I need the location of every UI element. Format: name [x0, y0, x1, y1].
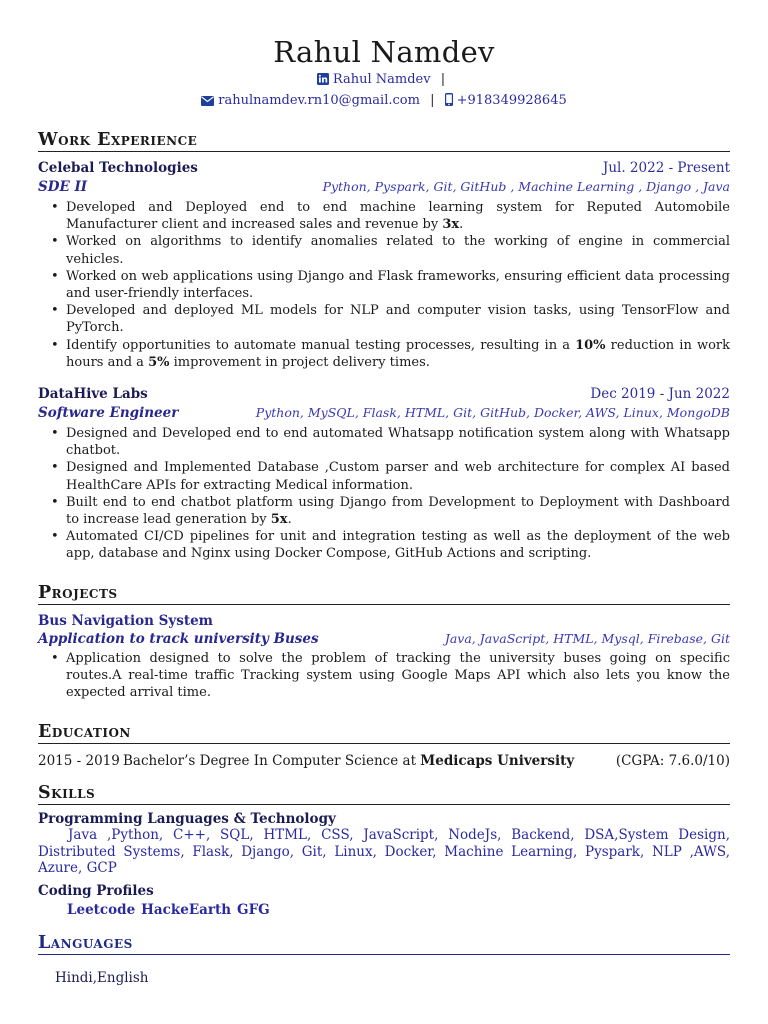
section-education: Education [38, 722, 730, 744]
mobile-phone-icon [445, 93, 453, 112]
contact-line-2 [38, 91, 730, 112]
hackerearth-link[interactable]: HackeEarth [141, 901, 232, 918]
phone-link[interactable]: +918349928645 [456, 93, 567, 108]
job-bullets [38, 425, 730, 563]
job-entry-2 [38, 386, 730, 563]
bullet-item: • Built end to end chatbot platform using Django from Development to Deployment with Dashboard to increase lead generation by 5x. [66, 494, 730, 528]
coding-profiles-links [38, 902, 730, 918]
bullet-item: • Worked on web applications using Django and Flask frameworks, ensuring efficient data processing and user-friendly interfaces. [66, 268, 730, 302]
job-tech-stack: Python, Pyspark, Git, GitHub , Machine Learning , Django , Java [322, 179, 730, 194]
section-work-experience: Work Experience [38, 130, 730, 152]
project-entry [38, 613, 730, 702]
company-name: Celebal Technologies [38, 160, 198, 176]
separator: | [440, 72, 446, 87]
education-years: 2015 - 2019 [38, 753, 120, 770]
project-tech-stack: Java, JavaScript, HTML, Mysql, Firebase, Git [444, 630, 730, 646]
bullet-item: • Developed and Deployed end to end machine learning system for Reputed Automobile Manufacturer client and increased sales and revenue by 3x. [66, 199, 730, 233]
separator: | [430, 93, 435, 108]
envelope-icon [201, 93, 214, 112]
bullet-item: • Worked on algorithms to identify anomalies related to the working of engine in commercial vehicles. [66, 233, 730, 267]
education-entry [38, 753, 730, 769]
company-name: DataHive Labs [38, 386, 148, 403]
section-projects: Projects [38, 583, 730, 605]
coding-profiles-heading: Coding Profiles [38, 882, 154, 899]
project-bullets [38, 650, 730, 702]
project-subtitle: Application to track university Buses [38, 630, 319, 647]
resume-page [38, 0, 730, 986]
bullet-item: • Designed and Developed end to end automated Whatsapp notification system along with Whatsapp chatbot. [66, 425, 730, 459]
job-entry-1 [38, 160, 730, 371]
linkedin-icon [317, 72, 329, 91]
skills-languages-list: Java ,Python, C++, SQL, HTML, CSS, JavaScript, NodeJs, Backend, DSA,System Design, Distributed Systems, Flask, Django, Git, Linux, Docker, Machine Learning, Pyspark, NLP ,AWS, Azure, GCP [38, 827, 730, 877]
job-tech-stack: Python, MySQL, Flask, HTML, Git, GitHub, Docker, AWS, Linux, MongoDB [255, 405, 730, 421]
gfg-link[interactable]: GFG [237, 901, 270, 918]
bullet-item: • Designed and Implemented Database ,Custom parser and web architecture for complex AI based HealthCare APIs for extracting Medical information. [66, 459, 730, 493]
education-degree: Bachelor’s Degree In Computer Science at [123, 753, 421, 770]
project-name: Bus Navigation System [38, 612, 213, 629]
bullet-item: • Developed and deployed ML models for NLP and computer vision tasks, using TensorFlow and PyTorch. [66, 302, 730, 336]
bullet-item: • Automated CI/CD pipelines for unit and integration testing as well as the deployment of the web app, database and Nginx using Docker Compose, GitHub Actions and scripting. [66, 528, 730, 562]
linkedin-link[interactable]: Rahul Namdev [332, 72, 431, 87]
job-dates: Jul. 2022 - Present [602, 160, 730, 176]
languages-list: Hindi,English [55, 969, 149, 986]
bullet-item: • Application designed to solve the problem of tracking the university buses going on specific routes.A real-time traffic Tracking system using Google Maps API which also lets you know the expected arrival time. [66, 650, 730, 702]
job-dates: Dec 2019 - Jun 2022 [590, 386, 730, 403]
bullet-item: • Identify opportunities to automate manual testing processes, resulting in a 10% reduction in work hours and a 5% improvement in project delivery times. [66, 337, 730, 371]
education-cgpa: (CGPA: 7.6.0/10) [615, 753, 730, 770]
contact-line-1 [38, 70, 730, 91]
job-bullets [38, 199, 730, 371]
skills-languages-heading: Programming Languages & Technology [38, 811, 336, 828]
leetcode-link[interactable]: Leetcode [67, 901, 136, 918]
job-role: SDE II [38, 179, 88, 195]
email-link[interactable]: rahulnamdev.rn10@gmail.com [218, 93, 420, 108]
education-school: Medicaps University [420, 753, 575, 770]
section-skills: Skills [38, 783, 730, 805]
candidate-name: Rahul Namdev [273, 35, 495, 69]
section-languages: Languages [38, 933, 730, 955]
job-role: Software Engineer [38, 405, 179, 422]
